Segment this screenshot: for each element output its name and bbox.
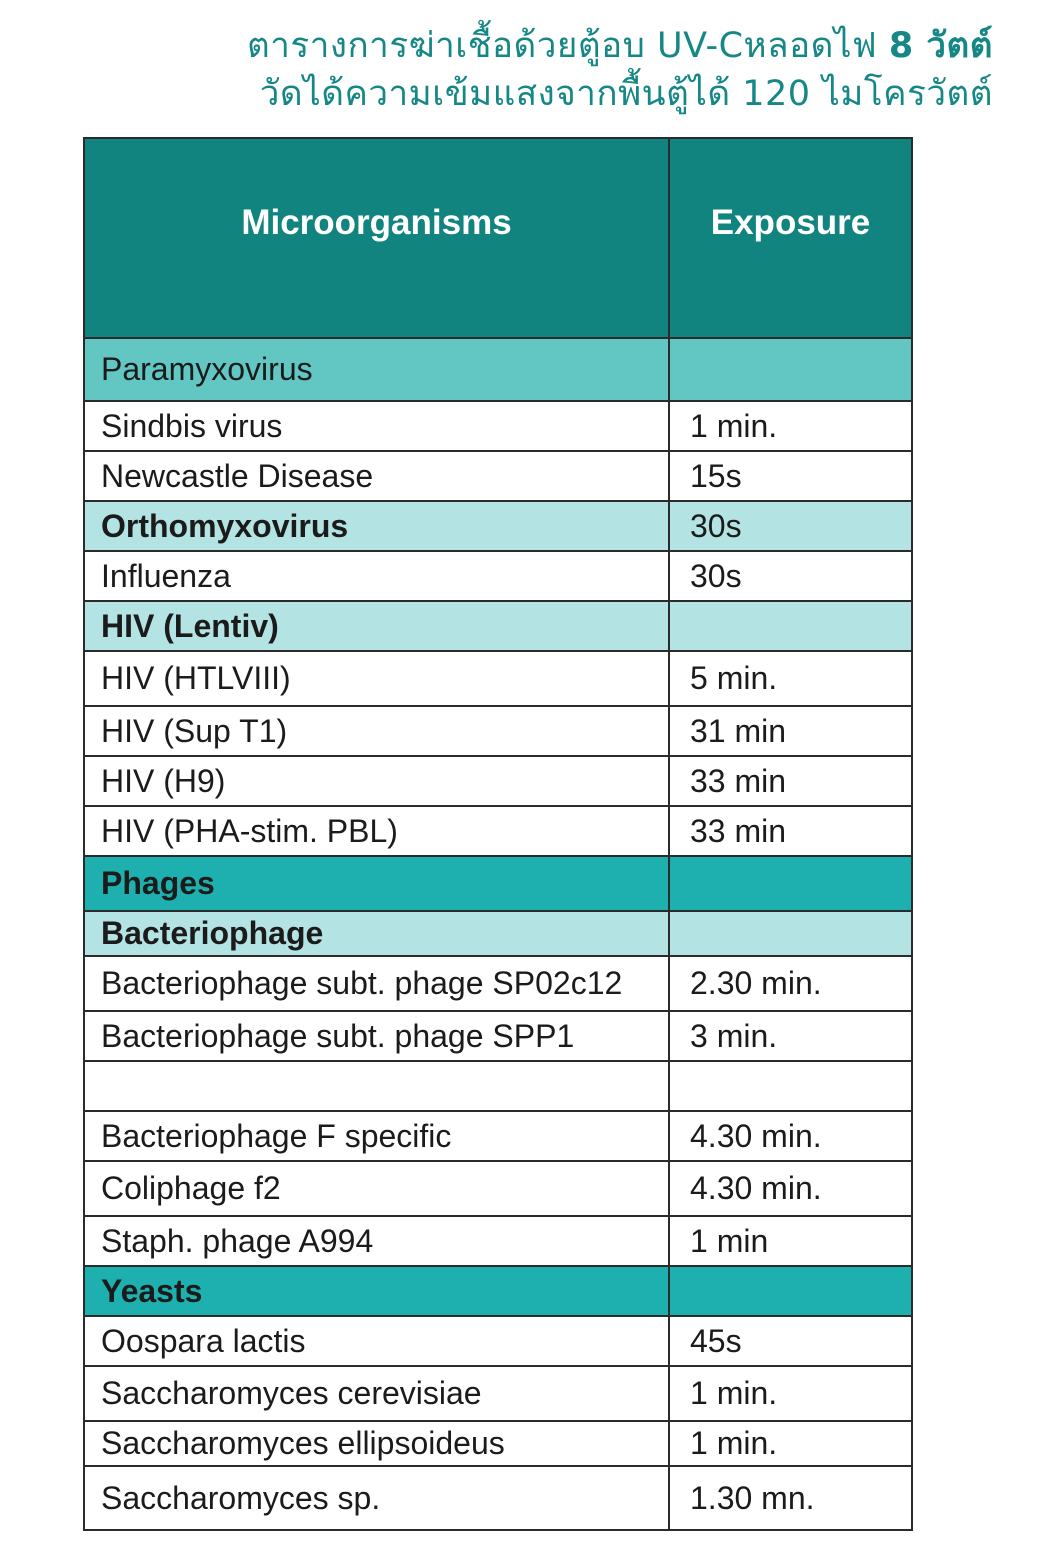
organism-name: Staph. phage A994: [84, 1216, 669, 1266]
organism-name: HIV (Sup T1): [84, 706, 669, 756]
organism-name: HIV (Lentiv): [84, 601, 669, 651]
organism-name: HIV (H9): [84, 756, 669, 806]
title-line-2: วัดได้ความเข้มแสงจากพื้นตู้ได้ 120 ไมโครวัตต์: [259, 74, 993, 114]
table-header-row: [84, 138, 912, 338]
table-row: [84, 1316, 912, 1366]
table-row: [84, 1061, 912, 1111]
table-row: [84, 601, 912, 651]
organism-name: Orthomyxovirus: [84, 501, 669, 551]
exposure-value: 33 min: [669, 806, 912, 856]
exposure-value: 1.30 mn.: [669, 1466, 912, 1530]
exposure-value: 3 min.: [669, 1011, 912, 1061]
organism-name: Sindbis virus: [84, 401, 669, 451]
table-row: [84, 1011, 912, 1061]
header-microorganisms: Microorganisms: [84, 138, 669, 338]
header-exposure: Exposure: [669, 138, 912, 338]
table-row: [84, 401, 912, 451]
exposure-value: [669, 1061, 912, 1111]
table-row: [84, 911, 912, 956]
exposure-value: [669, 338, 912, 401]
table-row: [84, 1366, 912, 1421]
title-line-1: ตารางการฆ่าเชื้อด้วยตู้อบ UV-Cหลอดไฟ 8 วัตต์: [247, 26, 993, 66]
exposure-value: 33 min: [669, 756, 912, 806]
organism-name: Influenza: [84, 551, 669, 601]
organism-name: Bacteriophage: [84, 911, 669, 956]
organism-name: Bacteriophage F specific: [84, 1111, 669, 1161]
table-row: [84, 1216, 912, 1266]
organism-name: Paramyxovirus: [84, 338, 669, 401]
table-row: [84, 756, 912, 806]
exposure-value: 4.30 min.: [669, 1111, 912, 1161]
organism-name: Saccharomyces cerevisiae: [84, 1366, 669, 1421]
organism-name: Phages: [84, 856, 669, 911]
table-row: [84, 1266, 912, 1316]
exposure-value: 4.30 min.: [669, 1161, 912, 1216]
table-row: [84, 651, 912, 706]
exposure-value: 1 min: [669, 1216, 912, 1266]
organism-name: HIV (PHA-stim. PBL): [84, 806, 669, 856]
exposure-value: [669, 1266, 912, 1316]
organism-name: Bacteriophage subt. phage SP02c12: [84, 956, 669, 1011]
organism-name: Newcastle Disease: [84, 451, 669, 501]
exposure-value: 1 min.: [669, 1421, 912, 1466]
exposure-value: [669, 911, 912, 956]
table-row: [84, 706, 912, 756]
table-row: [84, 856, 912, 911]
organism-name: HIV (HTLVIII): [84, 651, 669, 706]
organism-name: Coliphage f2: [84, 1161, 669, 1216]
table-row: [84, 1111, 912, 1161]
table-row: [84, 451, 912, 501]
table-row: [84, 551, 912, 601]
organism-name: [84, 1061, 669, 1111]
uv-exposure-table: [83, 137, 913, 1531]
exposure-value: 30s: [669, 501, 912, 551]
exposure-value: 1 min.: [669, 1366, 912, 1421]
organism-name: Oospara lactis: [84, 1316, 669, 1366]
organism-name: Saccharomyces ellipsoideus: [84, 1421, 669, 1466]
table-row: [84, 806, 912, 856]
exposure-value: 2.30 min.: [669, 956, 912, 1011]
exposure-value: [669, 856, 912, 911]
exposure-value: 1 min.: [669, 401, 912, 451]
exposure-value: 31 min: [669, 706, 912, 756]
organism-name: Yeasts: [84, 1266, 669, 1316]
table-row: [84, 956, 912, 1011]
organism-name: Saccharomyces sp.: [84, 1466, 669, 1530]
page-title: [247, 22, 993, 118]
exposure-value: 30s: [669, 551, 912, 601]
exposure-value: 5 min.: [669, 651, 912, 706]
table-row: [84, 1421, 912, 1466]
organism-name: Bacteriophage subt. phage SPP1: [84, 1011, 669, 1061]
exposure-value: [669, 601, 912, 651]
exposure-value: 45s: [669, 1316, 912, 1366]
title-wattage: 8 วัตต์: [888, 26, 993, 66]
table-row: [84, 338, 912, 401]
exposure-value: 15s: [669, 451, 912, 501]
table-row: [84, 501, 912, 551]
table-row: [84, 1161, 912, 1216]
table-row: [84, 1466, 912, 1530]
